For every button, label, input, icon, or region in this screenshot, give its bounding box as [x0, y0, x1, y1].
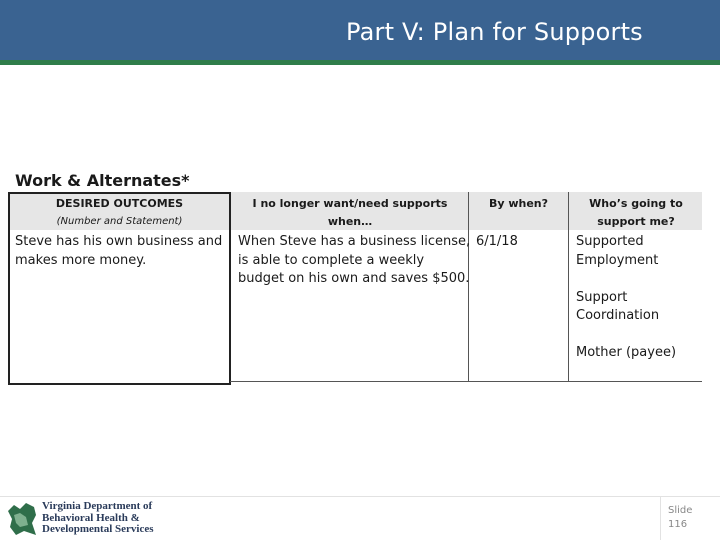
- header-who-supports: [570, 195, 702, 231]
- header-no-longer-need: I no longer want/need supports when…: [252, 197, 448, 228]
- header-desired-outcomes-subtitle: (Number and Statement): [56, 216, 183, 227]
- section-title: Work & Alternates*: [15, 171, 190, 190]
- cell-date: 6/1/18: [476, 234, 518, 249]
- cell-outcome-line: makes more money.: [15, 252, 147, 268]
- org-name-line: Developmental Services: [42, 523, 154, 535]
- dbhds-logo: [6, 501, 176, 537]
- virginia-state-icon: [6, 501, 38, 537]
- footer-rule: [0, 496, 720, 497]
- header-desired-outcomes: [12, 195, 227, 231]
- slide-title: Part V: Plan for Supports: [346, 18, 643, 46]
- support-item-line: Mother (payee): [576, 345, 677, 360]
- header-by-when: By when?: [488, 197, 549, 210]
- org-name-line: Behavioral Health &: [42, 511, 140, 524]
- title-bar-stripe: [0, 60, 720, 65]
- cell-condition: [238, 233, 470, 289]
- slide-number: 116: [668, 519, 688, 530]
- support-item-line: Supported: [576, 234, 644, 249]
- slide-label: Slide: [668, 505, 693, 516]
- support-item: [576, 233, 676, 270]
- support-item: [576, 344, 676, 363]
- support-item-line: Employment: [576, 252, 659, 268]
- column-divider: [568, 192, 569, 382]
- cell-condition-line: is able to complete a weekly: [238, 252, 425, 268]
- support-item-line: Coordination: [576, 308, 660, 323]
- header-who-supports-line1: Who’s going to: [589, 197, 683, 210]
- cell-outcome-line: Steve has his own business and: [15, 234, 223, 249]
- cell-outcome: [15, 233, 222, 270]
- support-item-line: Support: [576, 289, 628, 305]
- table-bottom-rule: [230, 381, 702, 382]
- slide-number-box: [660, 497, 719, 540]
- header-desired-outcomes-title: DESIRED OUTCOMES: [55, 197, 184, 210]
- org-name: [42, 501, 154, 536]
- cell-supports: [576, 233, 676, 363]
- org-name-line: Virginia Department of: [42, 500, 153, 512]
- cell-condition-line: budget on his own and saves $500.: [238, 271, 470, 286]
- cell-condition-line: When Steve has a business license,: [238, 234, 471, 249]
- support-item: [576, 289, 676, 326]
- header-who-supports-line2: support me?: [597, 215, 675, 228]
